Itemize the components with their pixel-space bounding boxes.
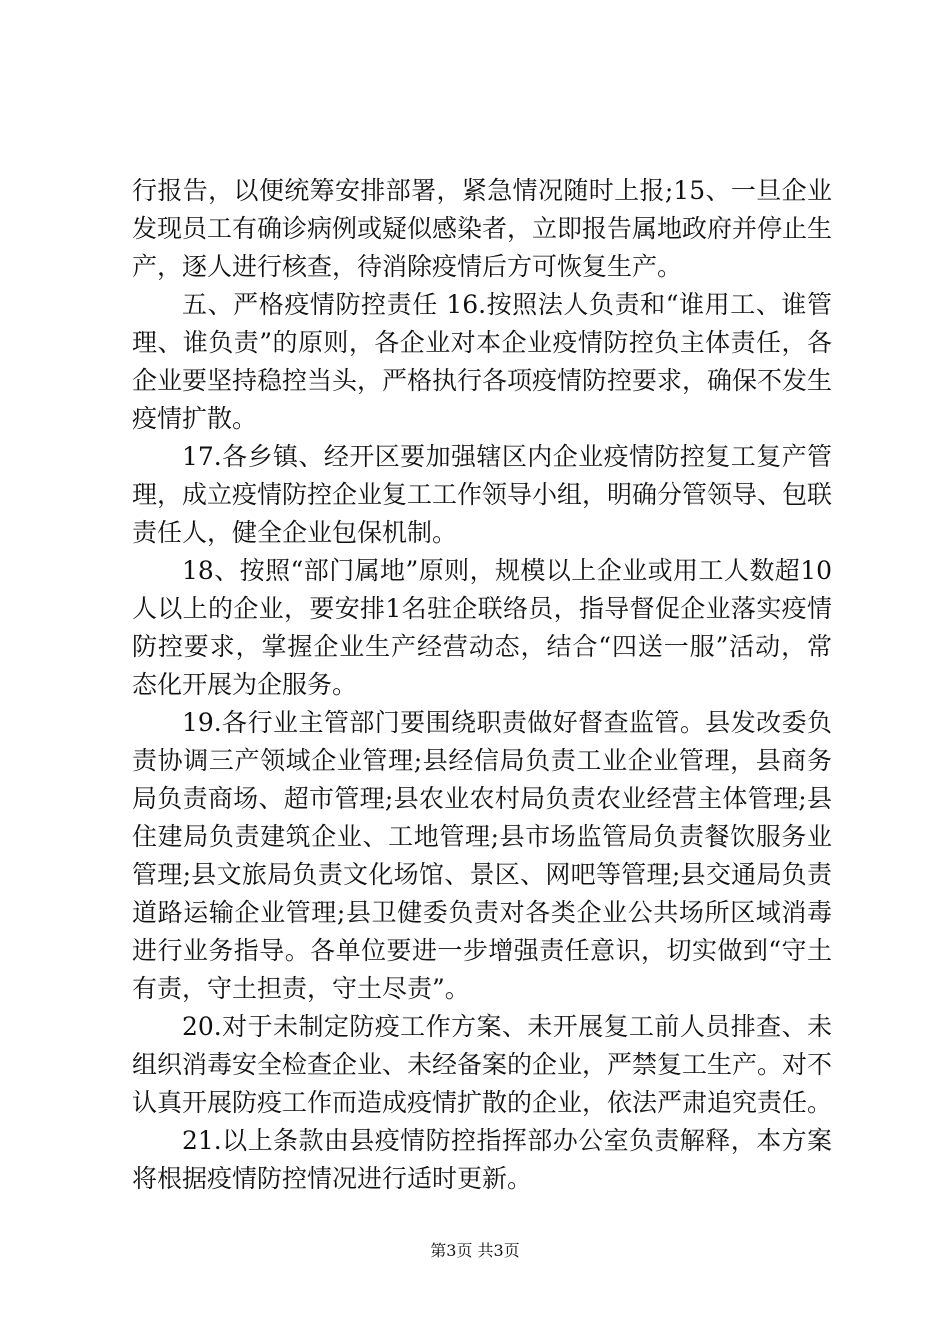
paragraph-item-19: 19.各行业主管部门要围绕职责做好督查监管。县发改委负责协调三产领域企业管理;县经信局负责工业企业管理，县商务局负责商场、超市管理;县农业农村局负责农业经营主体管理;县住建局负责建筑企业、工地管理;县市场监管局负责餐饮服务业管理;县文旅局负责文化场馆、景区、网吧等管理;县交通局负责道路运输企业管理;县卫健委负责对各类企业公共场所区域消毒进行业务指导。各单位要进一步增强责任意识，切实做到“守土有责，守土担责，守土尽责”。	[132, 708, 832, 1003]
paragraph-item-18: 18、按照“部门属地”原则，规模以上企业或用工人数超10人以上的企业，要安排1名驻企联络员，指导督促企业落实疫情防控要求，掌握企业生产经营动态，结合“四送一服”活动，常态化开展为企服务。	[132, 556, 832, 699]
paragraph-item-20: 20.对于未制定防疫工作方案、未开展复工前人员排查、未组织消毒安全检查企业、未经备案的企业，严禁复工生产。对不认真开展防疫工作而造成疫情扩散的企业，依法严肃追究责任。	[132, 1012, 833, 1117]
paragraph-section-5: 五、严格疫情防控责任 16.按照法人负责和“谁用工、谁管理、谁负责”的原则，各企业对本企业疫情防控负主体责任，各企业要坚持稳控当头，严格执行各项疫情防控要求，确保不发生疫情扩散。	[132, 290, 833, 433]
paragraph-item-17: 17.各乡镇、经开区要加强辖区内企业疫情防控复工复产管理，成立疫情防控企业复工工作领导小组，明确分管领导、包联责任人，健全企业包保机制。	[132, 442, 833, 547]
document-body	[132, 172, 832, 1198]
paragraph-continuation: 行报告，以便统筹安排部署，紧急情况随时上报;15、一旦企业发现员工有确诊病例或疑似感染者，立即报告属地政府并停止生产，逐人进行核查，待消除疫情后方可恢复生产。	[132, 176, 833, 281]
paragraph-item-21: 21.以上条款由县疫情防控指挥部办公室负责解释，本方案将根据疫情防控情况进行适时更新。	[132, 1126, 832, 1193]
page-number-footer: 第3页 共3页	[430, 1241, 520, 1260]
